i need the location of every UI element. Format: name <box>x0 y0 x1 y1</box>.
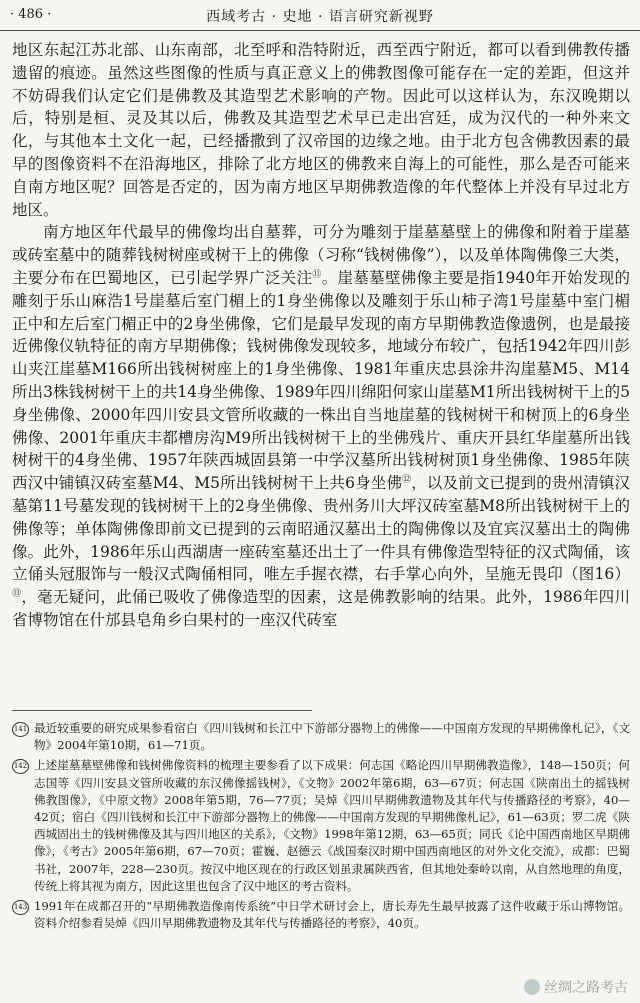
footnote-ref-141[interactable]: ⑪ <box>312 269 322 280</box>
paragraph-2-part-b: 。崖墓墓壁佛像主要是指1940年开始发现的雕刻于乐山麻浩1号崖墓后室门楣上的1身坐佛像以及雕刻于乐山柿子湾1号崖墓中室门楣正中和左后室门楣正中的2身坐佛像，它们是最早发现的南方早期佛教造像遗例，也是最接近佛像仪轨特征的南方早期佛像；钱树佛像发现较多，地域分布较广，包括1942年四川彭山夹江崖墓M166所出钱树树座上的1身坐佛像、1981年重庆忠县涂井沟崖墓M5、M14所出3株钱树树干上的共14身坐佛像、1989年四川绵阳何家山崖墓M1所出钱树树干上的5身坐佛像、2000年四川安县文管所收藏的一株出自当地崖墓的钱树树干和树顶上的6身坐佛像、2001年重庆丰都槽房沟M9所出钱树树干上的坐佛残片、重庆开县红华崖墓所出钱树树干的4身坐佛、1957年陕西城固县第一中学汉墓所出钱树树顶1身坐佛像、1985年陕西汉中铺镇汉砖室墓M4、M5所出钱树树干上共6身坐佛 <box>12 268 630 493</box>
paragraph-2 <box>12 221 630 631</box>
main-text <box>12 39 630 632</box>
footnote-ref-142[interactable]: ⑫ <box>402 474 412 485</box>
footnote-text: 最近较重要的研究成果参看宿白《四川钱树和长江中下游部分器物上的佛像——中国南方发现的早期佛像札记》，《文物》2004年第10期，61—71页。 <box>34 721 630 753</box>
footnote-ref-143[interactable]: ⑬ <box>12 588 22 599</box>
page-header <box>0 0 640 34</box>
footnote-143 <box>12 898 630 932</box>
header-rule <box>0 30 640 31</box>
footnote-rule <box>12 710 312 711</box>
footnote-141 <box>12 720 630 754</box>
running-title: 西域考古 · 史地 · 语言研究新视野 <box>206 9 434 25</box>
footnote-mark: 141 <box>12 722 29 737</box>
paragraph-2-part-a: 南方地区年代最早的佛像均出自墓葬，可分为雕刻于崖墓墓壁上的佛像和附着于崖墓或砖室墓中的随葬钱树树座或树干上的佛像（习称“钱树佛像”），以及单体陶佛像三大类，主要分布在巴蜀地区，已引起学界广泛关注 <box>12 223 630 287</box>
paragraph-1: 地区东起江苏北部、山东南部，北至呼和浩特附近，西至西宁附近，都可以看到佛教传播遗留的痕迹。虽然这些图像的性质与真正意义上的佛教图像可能存在一定的差距，但这并不妨碍我们认定它们是佛教及其造型艺术影响的产物。因此可以这样认为，东汉晚期以后，特别是桓、灵及其以后，佛教及其造型艺术早已走出宫廷，成为汉代的一种外来文化，与其他本土文化一起，已经播撒到了汉帝国的边缘之地。由于北方包含佛教因素的最早的图像资料不在沿海地区，排除了北方地区的佛教来自海上的可能性，那么是否可能来自南方地区呢？回答是否定的，因为南方地区早期佛教造像的年代整体上并没有早过北方地区。 <box>12 41 630 219</box>
footnote-142 <box>12 757 630 895</box>
page-number: · 486 · <box>10 7 52 22</box>
wechat-logo-icon <box>524 979 540 995</box>
paragraph-2-part-d: ，毫无疑问，此俑已吸收了佛像造型的因素，这是佛教影响的结果。此外，1986年四川省博物馆在什邡县皂角乡白果村的一座汉代砖室 <box>12 588 630 629</box>
footnote-text: 上述崖墓墓壁佛像和钱树佛像资料的梳理主要参看了以下成果：何志国《略论四川早期佛教造像》，148—150页；何志国等《四川安县文管所收藏的东汉佛像摇钱树》，《文物》2002年第6期，63—67页；何志国《陕南出土的摇钱树佛教图像》，《中原文物》2008年第5期，76—77页；吴焯《四川早期佛教遗物及其年代与传播路径的考察》，40—42页；宿白《四川钱树和长江中下游部分器物上的佛像——中国南方发现的早期佛像札记》，61—63页；罗二虎《陕西城固出土的钱树佛像及其与四川地区的关系》，《文物》1998年第12期，63—65页；同氏《论中国西南地区早期佛像》，《考古》2005年第6期，67—70页；霍巍、赵德云《战国秦汉时期中国西南地区的对外文化交流》，成都：巴蜀书社，2007年，228—230页。按汉中地区现在的行政区划虽隶属陕西省，但其地处秦岭以南，从自然地理的角度，传统上将其视为南方，因此这里也包含了汉中地区的考古资料。 <box>34 758 630 893</box>
footnote-mark: 143 <box>12 900 29 915</box>
footnote-mark: 142 <box>12 759 29 774</box>
paragraph-2-part-c: ，以及前文已提到的贵州清镇汉墓第11号墓发现的钱树树干上的2身坐佛像、贵州务川大坪汉砖室墓M8所出钱树树干上的佛像等；单体陶佛像即前文已提到的云南昭通汉墓出土的陶佛像以及宜宾汉墓出土的陶佛像。此外，1986年乐山西湖唐一座砖室墓还出土了一件具有佛像造型特征的汉式陶俑，该立俑头冠服饰与一般汉式陶俑相同，唯左手握衣襟，右手掌心向外，呈施无畏印（图16） <box>12 474 630 584</box>
watermark-text: 丝绸之路考古 <box>544 980 628 996</box>
footnote-text: 1991年在成都召开的“早期佛教造像南传系统”中日学术研讨会上，唐长寿先生最早披露了这件收藏于乐山博物馆。资料介绍参看吴焯《四川早期佛教遗物及其年代与传播路径的考察》，40页。 <box>34 899 630 931</box>
footnotes <box>12 720 630 935</box>
watermark <box>524 977 628 997</box>
